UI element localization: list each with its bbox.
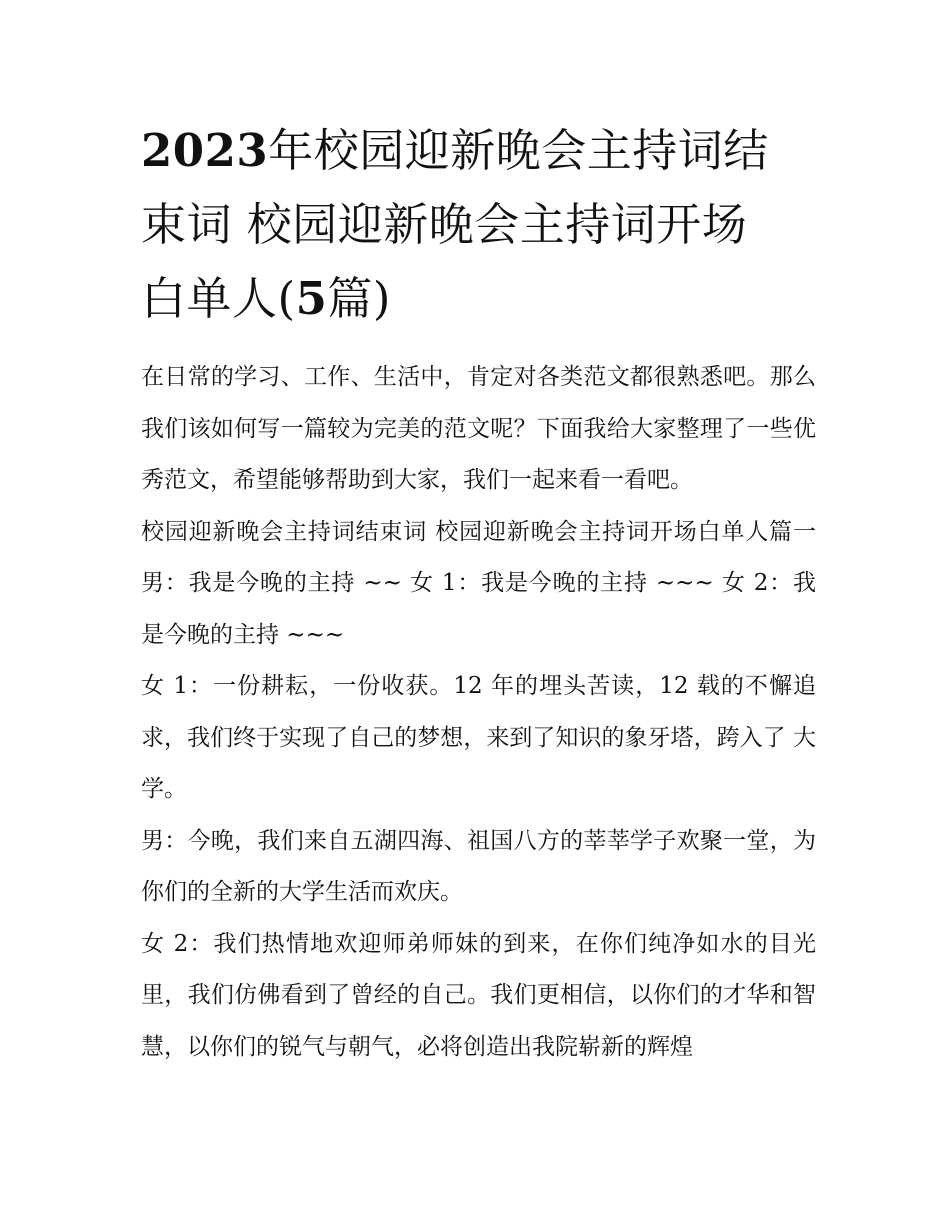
- paragraph-male: 男：今晚，我们来自五湖四海、祖国八方的莘莘学子欢聚一堂，为你们的全新的大学生活而欢庆。: [141, 827, 816, 905]
- title-line3-post: 篇): [327, 272, 391, 325]
- title-count: 5: [295, 272, 328, 325]
- title-line1-text: 年校园迎新晚会主持词结: [268, 124, 769, 177]
- paragraph-intro: 在日常的学习、工作、生活中，肯定对各类范文都很熟悉吧。那么我们该如何写一篇较为完美的范文呢？下面我给大家整理了一些优秀范文，希望能够帮助到大家，我们一起来看一看吧。: [141, 364, 816, 493]
- document-content: [141, 114, 816, 1073]
- document-body: [141, 352, 816, 1073]
- title-line3-pre: 白单人(: [141, 272, 296, 325]
- paragraph-female2: 女 2：我们热情地欢迎师弟师妹的到来，在你们纯净如水的目光里，我们仿佛看到了曾经的自己。我们更相信，以你们的才华和智慧，以你们的锐气与朝气，必将创造出我院崭新的辉煌: [141, 930, 816, 1060]
- title-year: 2023: [141, 124, 269, 177]
- document-title: [141, 114, 816, 336]
- paragraph-female1: 女 1：一份耕耘，一份收获。12 年的埋头苦读，12 载的不懈追求，我们终于实现了自己的梦想，来到了知识的象牙塔，跨入了 大学。: [141, 673, 816, 802]
- paragraph-heading-part1: 校园迎新晚会主持词结束词 校园迎新晚会主持词开场白单人篇一 男：我是今晚的主持 ~~ 女 1：我是今晚的主持 ~~~ 女 2：我是今晚的主持 ~~~: [141, 518, 816, 648]
- title-line2-text: 束词 校园迎新晚会主持词开场: [141, 198, 748, 251]
